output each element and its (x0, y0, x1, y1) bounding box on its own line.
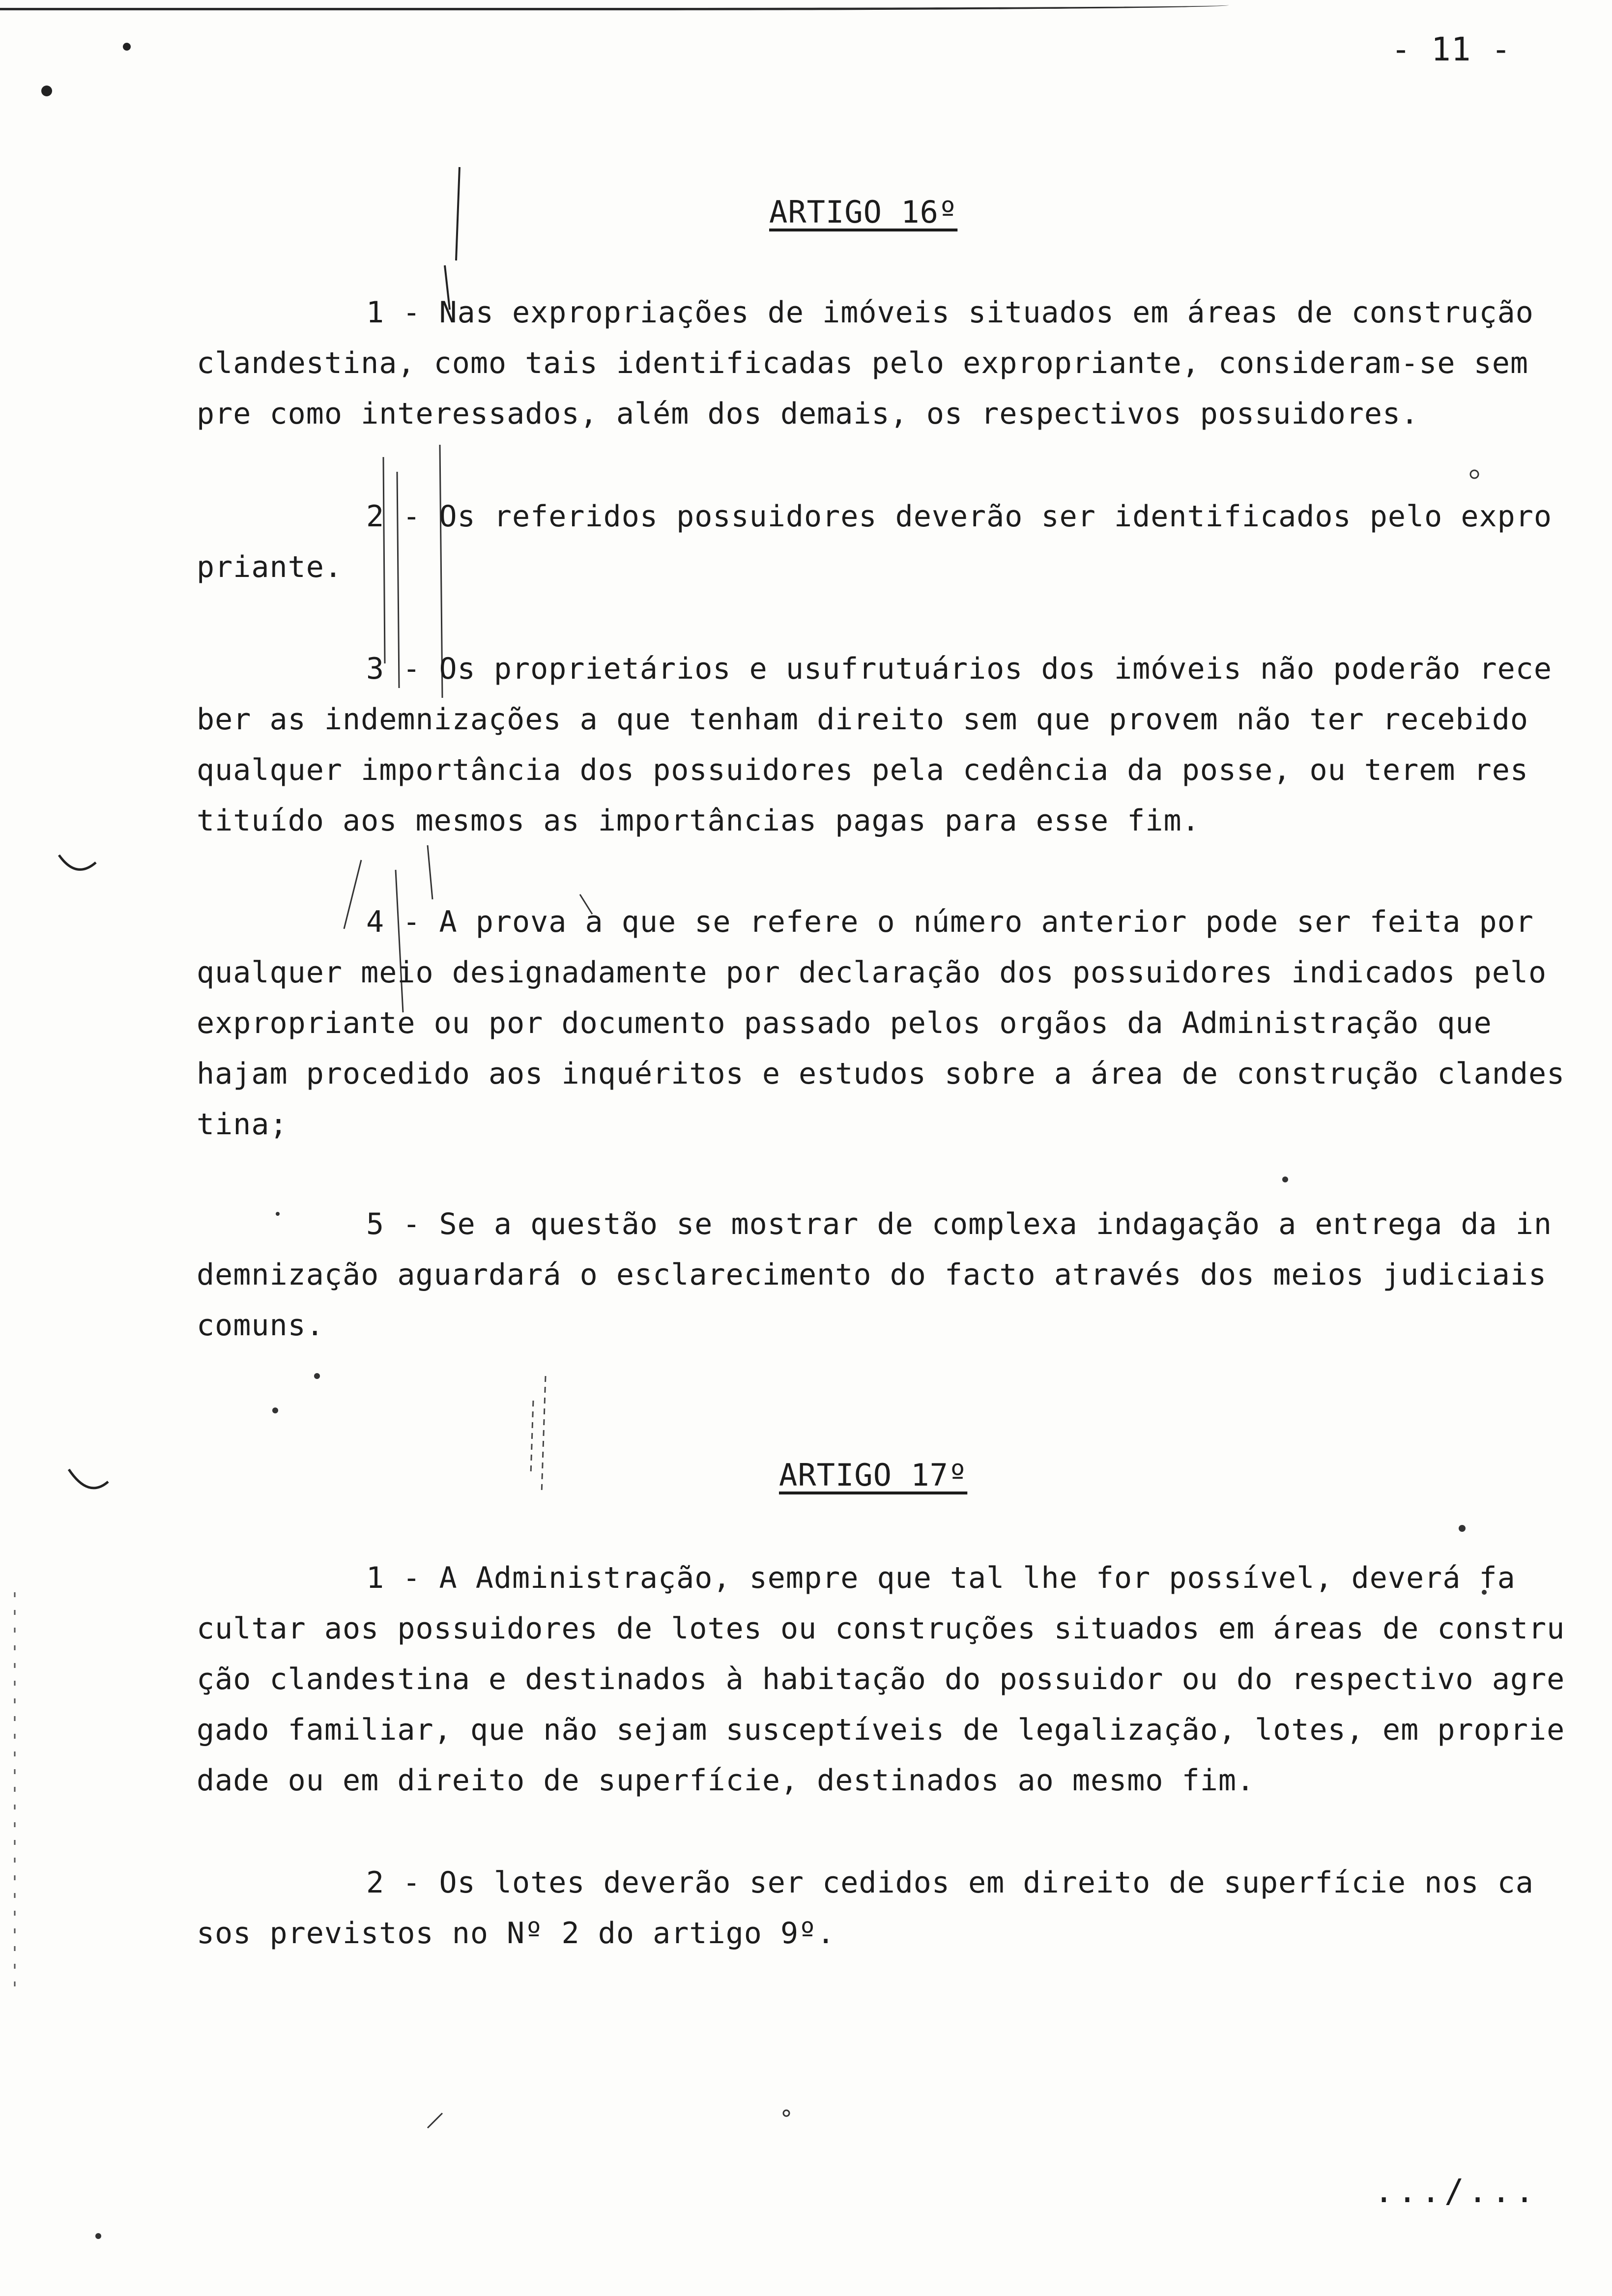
paragraph-line: ção clandestina e destinados à habitação do possuidor ou do respectivo agre (197, 1662, 1565, 1696)
paragraph-line: dade ou em direito de superfície, destinados ao mesmo fim. (197, 1763, 1255, 1798)
article-17-paragraph-1 (197, 1553, 1565, 1806)
paragraph-line: pre como interessados, além dos demais, os respectivos possuidores. (197, 397, 1419, 431)
article-16-paragraph-5 (197, 1199, 1552, 1351)
paragraph-line: expropriante ou por documento passado pelos orgãos da Administração que (197, 1006, 1492, 1040)
continuation-mark: .../... (1374, 2172, 1538, 2210)
paragraph-line: 3 - Os proprietários e usufrutuários dos imóveis não poderão rece (366, 652, 1552, 686)
paragraph-line: priante. (197, 550, 343, 584)
paragraph-line: 2 - Os lotes deverão ser cedidos em direito de superfície nos ca (366, 1866, 1534, 1900)
article-16-paragraph-3 (197, 644, 1552, 846)
paragraph-line: clandestina, como tais identificadas pelo expropriante, consideram-se sem (197, 346, 1528, 380)
paragraph-line: 2 - Os referidos possuidores deverão ser identificados pelo expro (366, 499, 1552, 534)
page-number: - 11 - (1391, 30, 1511, 68)
paragraph-line: 1 - Nas expropriações de imóveis situados em áreas de construção (366, 295, 1534, 330)
paragraph-line: ber as indemnizações a que tenham direito sem que provem não ter recebido (197, 702, 1528, 737)
paragraph-line: 1 - A Administração, sempre que tal lhe for possível, deverá fa (366, 1561, 1516, 1595)
paragraph-line: cultar aos possuidores de lotes ou construções situados em áreas de constru (197, 1611, 1565, 1646)
paragraph-line: tituído aos mesmos as importâncias pagas para esse fim. (197, 804, 1200, 838)
paragraph-line: qualquer importância dos possuidores pela cedência da posse, ou terem res (197, 753, 1528, 787)
paragraph-line: 4 - A prova a que se refere o número anterior pode ser feita por (366, 905, 1534, 939)
paragraph-line: 5 - Se a questão se mostrar de complexa indagação a entrega da in (366, 1207, 1552, 1241)
article-16-paragraph-4 (197, 897, 1565, 1150)
article-17-paragraph-2 (197, 1858, 1534, 1959)
article-16-heading: ARTIGO 16º (769, 194, 958, 230)
paragraph-line: sos previstos no Nº 2 do artigo 9º. (197, 1916, 835, 1951)
paragraph-line: tina; (197, 1107, 288, 1142)
article-16-paragraph-1 (197, 287, 1534, 439)
article-16-paragraph-2 (197, 491, 1552, 593)
paragraph-line: comuns. (197, 1308, 324, 1343)
article-17-heading: ARTIGO 17º (779, 1457, 968, 1493)
paragraph-line: hajam procedido aos inquéritos e estudos sobre a área de construção clandes (197, 1057, 1565, 1091)
paragraph-line: gado familiar, que não sejam susceptíveis de legalização, lotes, em proprie (197, 1713, 1565, 1747)
paragraph-line: demnização aguardará o esclarecimento do facto através dos meios judiciais (197, 1258, 1547, 1292)
paragraph-line: qualquer meio designadamente por declaração dos possuidores indicados pelo (197, 955, 1547, 990)
